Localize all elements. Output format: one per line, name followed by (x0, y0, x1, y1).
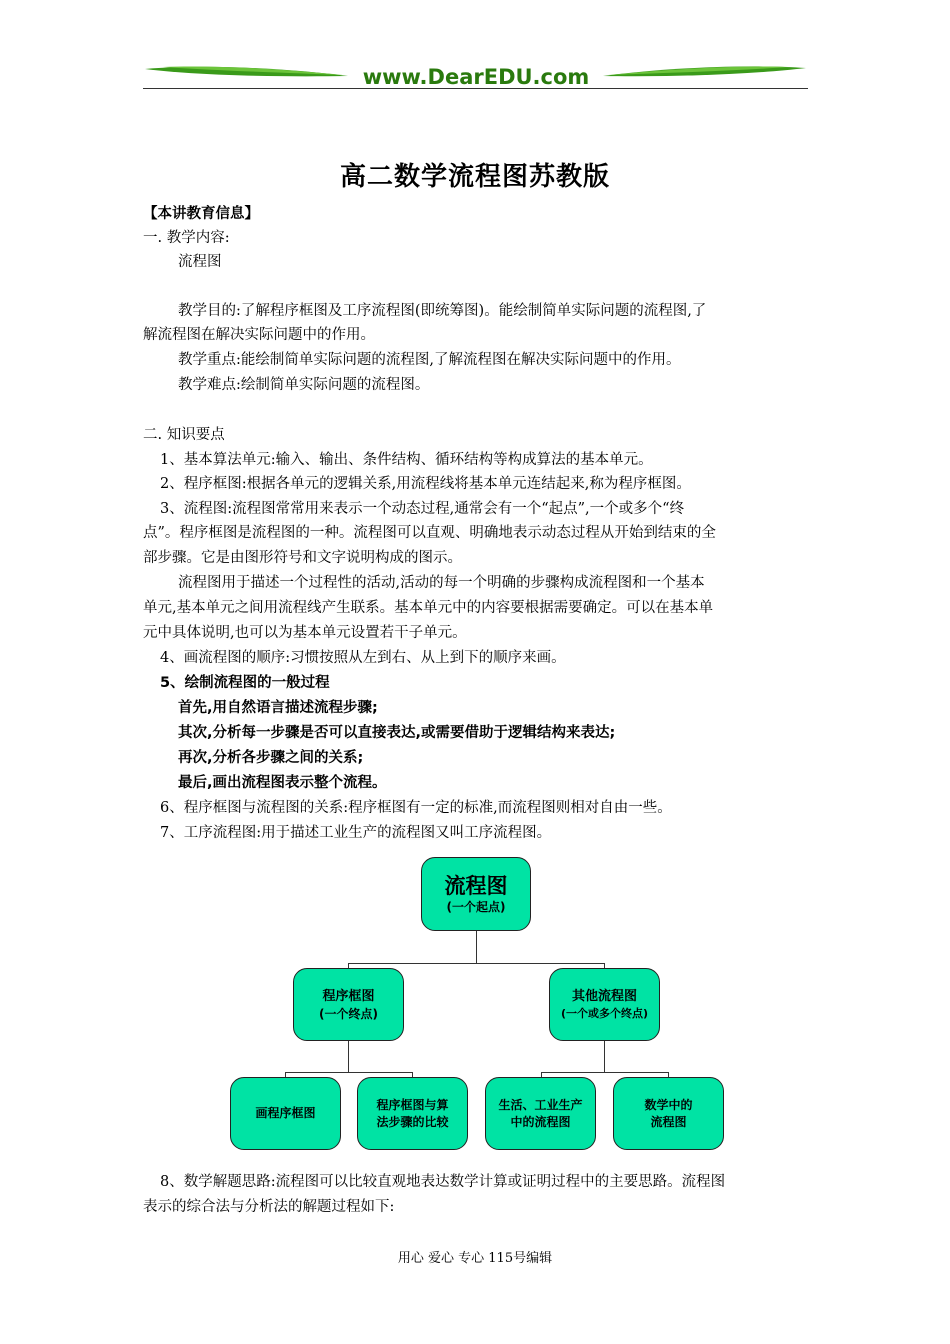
node-lr-line1: 程序框图与算 (376, 1097, 449, 1112)
page-footer: 用心 爱心 专心 115号编辑 (397, 1251, 553, 1266)
node-program-flowchart-sub: (一个终点) (319, 1006, 378, 1021)
connector-right-down (604, 1040, 605, 1073)
connector-left-down (348, 1040, 349, 1073)
knowledge-item-7: 7、工序流程图:用于描述工业生产的流程图又叫工序流程图。 (160, 825, 552, 841)
connector-right-bar (541, 1072, 669, 1073)
step-third: 再次,分析各步骤之间的关系; (178, 750, 364, 766)
part2-heading: 二. 知识要点 (143, 427, 225, 443)
key-point: 教学重点:能绘制简单实际问题的流程图,了解流程图在解决实际问题中的作用。 (178, 352, 681, 368)
site-logo-text: www.DearEDU.com (362, 65, 590, 89)
flowchart-desc-line-3: 元中具体说明,也可以为基本单元设置若干子单元。 (143, 625, 467, 641)
connector-level1-bar (348, 963, 605, 964)
node-rr-line1: 数学中的 (644, 1097, 693, 1112)
node-ll-line1: 画程序框图 (255, 1106, 316, 1120)
flowchart-desc-line-2: 单元,基本单元之间用流程线产生联系。基本单元中的内容要根据需要确定。可以在基本单 (143, 600, 714, 616)
node-other-flowchart-sub: (一个或多个终点) (560, 1006, 649, 1020)
node-root (421, 857, 531, 931)
knowledge-item-3-line-2: 点”。程序框图是流程图的一种。流程图可以直观、明确地表示动态过程从开始到结束的全 (143, 525, 716, 541)
node-math-flowchart (613, 1077, 724, 1150)
node-rr-line2: 流程图 (650, 1114, 687, 1129)
goal-line-1: 教学目的:了解程序框图及工序流程图(即统筹图)。能绘制简单实际问题的流程图,了 (178, 303, 707, 319)
flowchart-hierarchy-diagram (225, 855, 730, 1155)
knowledge-item-6: 6、程序框图与流程图的关系:程序框图有一定的标准,而流程图则相对自由一些。 (160, 800, 672, 816)
knowledge-item-4: 4、画流程图的顺序:习惯按照从左到右、从上到下的顺序来画。 (160, 650, 566, 666)
connector-root-down (476, 930, 477, 964)
knowledge-item-8-line-2: 表示的综合法与分析法的解题过程如下: (143, 1199, 395, 1215)
step-first: 首先,用自然语言描述流程步骤; (178, 700, 378, 716)
goal-line-2: 解流程图在解决实际问题中的作用。 (143, 327, 375, 343)
knowledge-item-8-line-1: 8、数学解题思路:流程图可以比较直观地表达数学计算或证明过程中的主要思路。流程图 (160, 1174, 726, 1190)
knowledge-item-1: 1、基本算法单元:输入、输出、条件结构、循环结构等构成算法的基本单元。 (160, 452, 653, 468)
header-rule (143, 88, 808, 89)
knowledge-item-2: 2、程序框图:根据各单元的逻辑关系,用流程线将基本单元连结起来,称为程序框图。 (160, 476, 691, 492)
knowledge-item-3-line-3: 部步骤。它是由图形符号和文字说明构成的图示。 (143, 550, 462, 566)
node-program-flowchart-title: 程序框图 (322, 988, 375, 1004)
flowchart-desc-line-1: 流程图用于描述一个过程性的活动,活动的每一个明确的步骤构成流程图和一个基本 (178, 575, 705, 591)
node-root-title: 流程图 (444, 874, 508, 898)
section-heading: 【本讲教育信息】 (143, 206, 259, 222)
node-rl-line2: 中的流程图 (510, 1114, 571, 1129)
node-compare-algorithm (357, 1077, 468, 1150)
node-rl-line1: 生活、工业生产 (498, 1097, 583, 1112)
node-draw-program-flowchart (230, 1077, 341, 1150)
difficulty-point: 教学难点:绘制简单实际问题的流程图。 (178, 377, 430, 393)
step-last: 最后,画出流程图表示整个流程。 (178, 775, 387, 791)
part1-heading: 一. 教学内容: (143, 230, 230, 246)
knowledge-item-5: 5、绘制流程图的一般过程 (160, 675, 330, 691)
node-program-flowchart (293, 968, 404, 1041)
node-root-sub: (一个起点) (446, 900, 506, 914)
connector-left-bar (285, 1072, 413, 1073)
node-other-flowchart (549, 968, 660, 1041)
node-life-industry-flowchart (485, 1077, 596, 1150)
knowledge-item-3-line-1: 3、流程图:流程图常常用来表示一个动态过程,通常会有一个“起点”,一个或多个“终 (160, 501, 685, 517)
part1-topic: 流程图 (178, 254, 222, 270)
step-second: 其次,分析每一步骤是否可以直接表达,或需要借助于逻辑结构来表达; (178, 725, 616, 741)
document-title: 高二数学流程图苏教版 (339, 162, 610, 192)
node-other-flowchart-title: 其他流程图 (571, 988, 637, 1004)
node-lr-line2: 法步骤的比较 (376, 1114, 449, 1129)
